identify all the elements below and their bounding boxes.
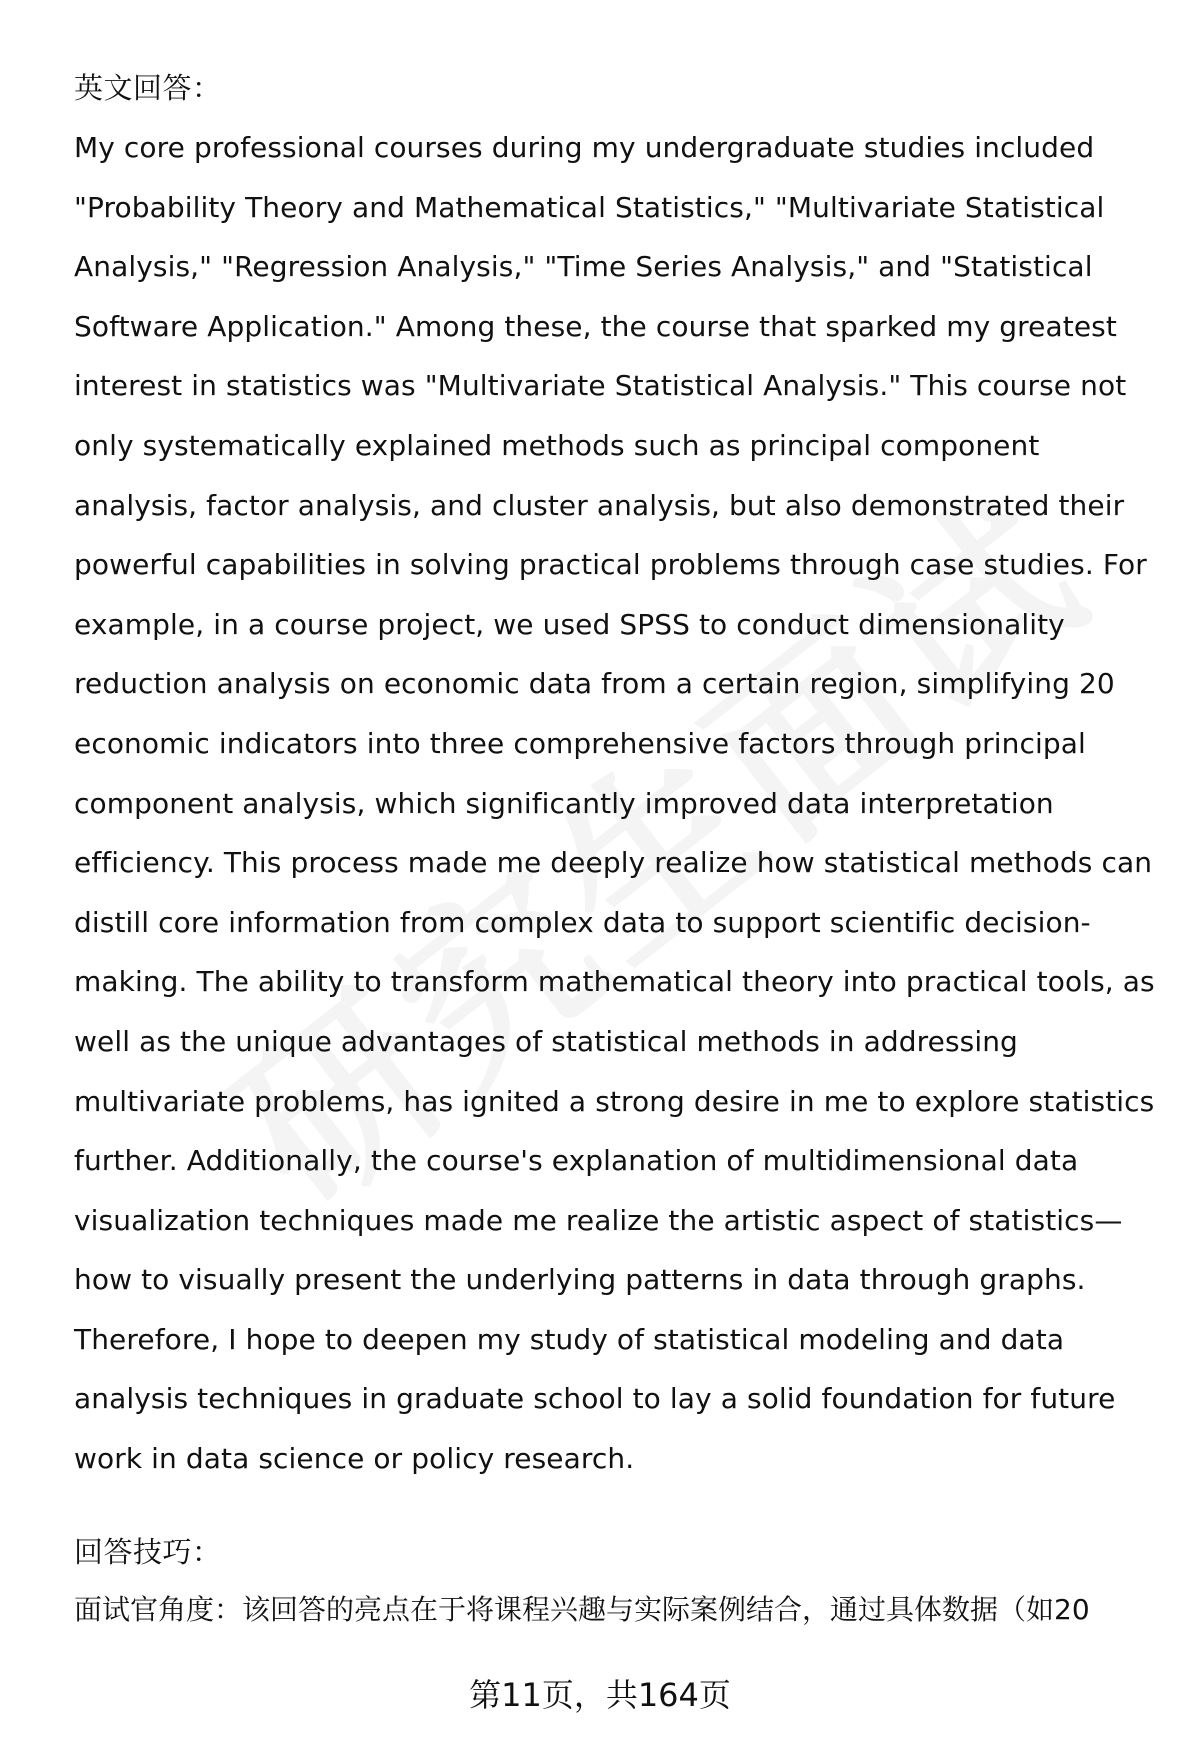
- english-answer-paragraph: My core professional courses during my undergraduate studies included "Probability Theory and Mathematical Statistics," "Multivariate Statistical Analysis," "Regression Analysis," "Time Series Analysis," and "Statistical Software Application." Among these, the course that sparked my greatest interest in statistics was "Multivariate Statistical Analysis." This course not only systematically explained methods such as principal component analysis, factor analysis, and cluster analysis, but also demonstrated their powerful capabilities in solving practical problems through case studies. For example, in a course project, we used SPSS to conduct dimensionality reduction analysis on economic data from a certain region, simplifying 20 economic indicators into three comprehensive factors through principal component analysis, which significantly improved data interpretation efficiency. This process made me deeply realize how statistical methods can distill core information from complex data to support scientific decision-making. The ability to transform mathematical theory into practical tools, as well as the unique advantages of statistical methods in addressing multivariate problems, has ignited a strong desire in me to explore statistics further. Additionally, the course's explanation of multidimensional data visualization techniques made me realize the artistic aspect of statistics—how to visually present the underlying patterns in data through graphs. Therefore, I hope to deepen my study of statistical modeling and data analysis techniques in graduate school to lay a solid foundation for future work in data science or policy research.: [74, 131, 1155, 1476]
- interviewer-perspective-text: 面试官角度：该回答的亮点在于将课程兴趣与实际案例结合，通过具体数据（如20: [74, 1593, 1090, 1626]
- page-number: 第11页，共164页: [469, 1676, 731, 1714]
- answer-tips-heading: 回答技巧：: [74, 1535, 222, 1569]
- english-answer-heading: 英文回答：: [74, 71, 222, 105]
